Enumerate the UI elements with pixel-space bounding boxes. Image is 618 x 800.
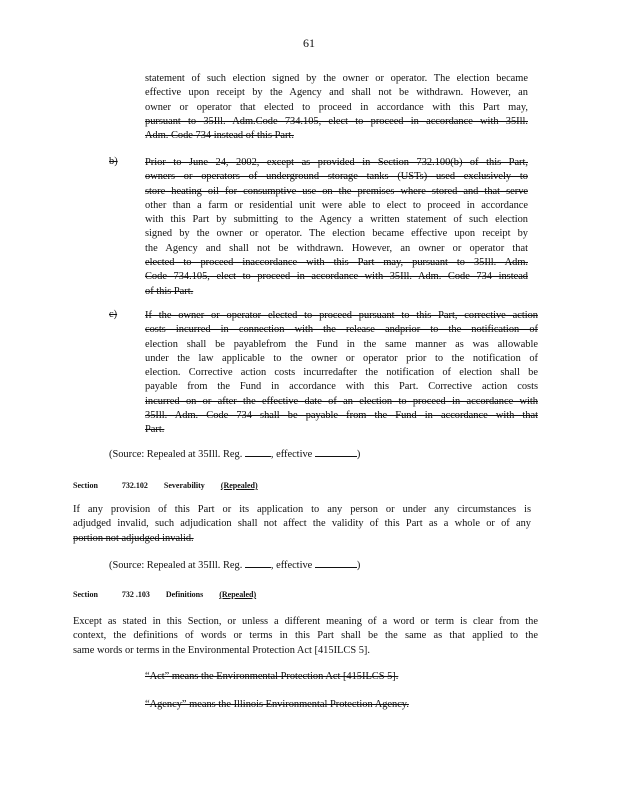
- source-note-close: ): [356, 449, 361, 460]
- source-note-text: (Source: Repealed at 35Ill. Reg.: [109, 560, 243, 571]
- paragraph-c: [145, 309, 538, 438]
- source-note-effective: , effective: [270, 560, 313, 571]
- text-line: owners or operators of underground storage tanks (USTs) used exclusively to: [145, 171, 528, 183]
- source-note: [109, 449, 360, 460]
- paragraph-c-label: c): [109, 309, 118, 320]
- text-line: other than a farm or residential unit were able to elect to proceed in accordance: [145, 199, 528, 211]
- effective-date-blank: [315, 456, 357, 457]
- text-line: adjudged invalid, such adjudication shall not affect the validity of this Part as a whole or of any: [73, 518, 531, 530]
- section-number: 732 .103: [121, 590, 150, 599]
- text-line: store heating oil for consumptive use on the premises where stored and that serve: [145, 185, 528, 197]
- section-word: Section: [73, 590, 98, 599]
- text-line: incurred on or after the effective date of an election to proceed in accordance with: [145, 395, 538, 407]
- text-line: portion not adjudged invalid.: [73, 532, 194, 544]
- text-line: statement of such election signed by the owner or operator. The election became: [145, 73, 528, 84]
- section-status: (Repealed): [219, 590, 257, 599]
- section-status: (Repealed): [220, 481, 258, 490]
- text-line: Code 734.105, elect to proceed in accordance with 35Ill. Adm. Code 734 instead: [145, 271, 528, 283]
- source-note-close: ): [356, 560, 361, 571]
- text-line: election shall be payablefrom the Fund in the same manner as was allowable: [145, 338, 538, 350]
- effective-date-blank: [315, 567, 357, 568]
- text-line: costs incurred in connection with the release andprior to the notification of: [145, 324, 538, 336]
- source-note-text: (Source: Repealed at 35Ill. Reg.: [109, 449, 243, 460]
- source-note: [109, 560, 360, 571]
- text-line: signed by the owner or operator. The election became effective upon receipt by: [145, 228, 528, 240]
- text-line: payable from the Fund in accordance with this Part. Corrective action costs: [145, 381, 538, 393]
- source-note-effective: , effective: [270, 449, 313, 460]
- section-word: Section: [73, 481, 98, 490]
- text-line: Prior to June 24, 2002, except as provided in Section 732.100(b) of this Part,: [145, 157, 528, 168]
- text-line: under the law applicable to the owner or operator prior to the notification of: [145, 352, 538, 364]
- register-blank: [245, 456, 271, 457]
- text-line: If the owner or operator elected to proceed pursuant to this Part, corrective action: [145, 310, 538, 321]
- paragraph-b: [145, 156, 528, 299]
- text-line: Except as stated in this Section, or unless a different meaning of a word or term is clear from the: [73, 616, 538, 627]
- section-102-heading: [73, 481, 272, 490]
- text-line: owner or operator that elected to proceed in accordance with this Part may,: [145, 101, 528, 113]
- paragraph-b-label: b): [109, 156, 118, 167]
- text-line: Part.: [145, 424, 165, 436]
- text-line: 35Ill. Adm. Code 734 shall be payable from the Fund in accordance with that: [145, 410, 538, 422]
- text-line: Adm. Code 734 instead of this Part.: [145, 130, 294, 142]
- definitions-intro: [73, 615, 538, 658]
- definition-act: “Act” means the Environmental Protection Act [415ILCS 5].: [145, 671, 399, 682]
- section-title: Definitions: [165, 590, 204, 599]
- paragraph-a-continuation: [145, 72, 528, 143]
- text-line: same words or terms in the Environmental Protection Act [415ILCS 5].: [73, 644, 370, 656]
- register-blank: [245, 567, 271, 568]
- section-number: 732.102: [121, 481, 148, 490]
- text-line: pursuant to 35Ill. Adm.Code 734.105, elect to proceed in accordance with 35Ill.: [145, 115, 528, 127]
- text-line: with this Part by submitting to the Agency a written statement of such election: [145, 214, 528, 226]
- definition-agency: “Agency” means the Illinois Environmental Protection Agency.: [145, 699, 409, 710]
- text-line: of this Part.: [145, 285, 194, 297]
- text-line: If any provision of this Part or its application to any person or under any circumstances is: [73, 504, 531, 515]
- page-number: 61: [303, 36, 315, 50]
- section-103-heading: [73, 590, 270, 599]
- severability-text: [73, 503, 531, 546]
- text-line: effective upon receipt by the Agency and shall not be withdrawn. However, an: [145, 87, 528, 99]
- text-line: elected to proceed inaccordance with this Part may, pursuant to 35Ill. Adm.: [145, 257, 528, 269]
- text-line: context, the definitions of words or terms in this Part shall be the same as that applied to the: [73, 630, 538, 642]
- text-line: election. Corrective action costs incurredafter the notification of election shall be: [145, 367, 538, 379]
- text-line: the Agency and shall not be withdrawn. However, an owner or operator that: [145, 242, 528, 254]
- section-title: Severability: [163, 481, 205, 490]
